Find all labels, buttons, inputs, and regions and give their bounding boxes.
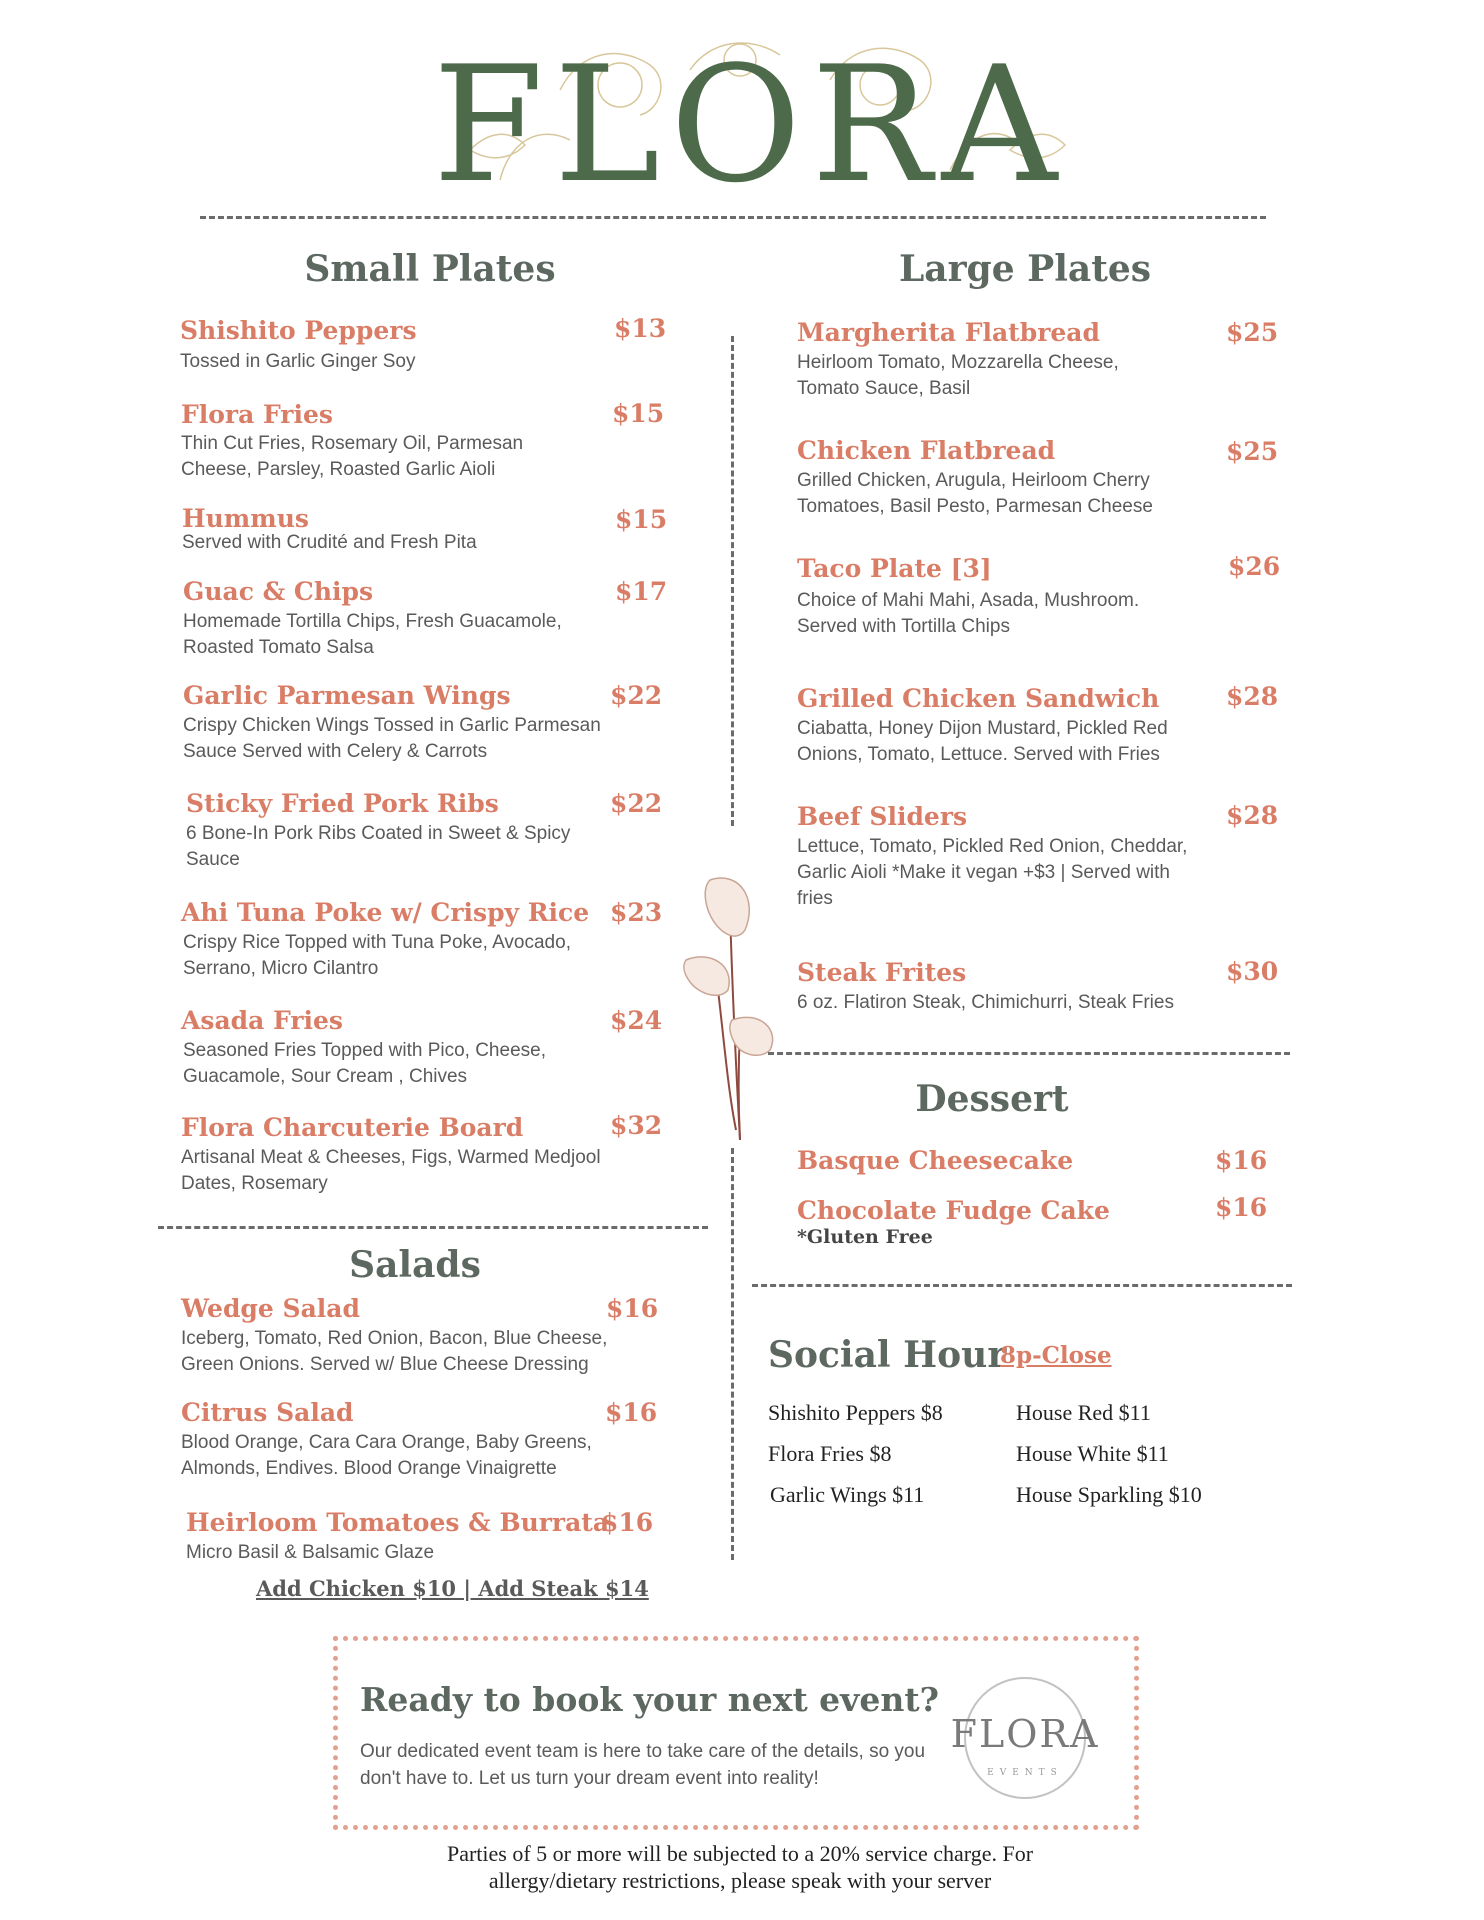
social-item: House White $11 — [1016, 1441, 1169, 1466]
menu-item-desc: Lettuce, Tomato, Pickled Red Onion, Cheddar, Garlic Aioli *Make it vegan +$3 | Served with fries — [797, 836, 1188, 909]
menu-item-desc: 6 oz. Flatiron Steak, Chimichurri, Steak Fries — [797, 992, 1174, 1013]
menu-item-price: $23 — [610, 898, 663, 927]
menu-item-name: Guac & Chips — [183, 577, 374, 606]
column-divider-bottom — [731, 1148, 734, 1560]
column-divider-top — [731, 336, 734, 826]
menu-item-desc: Thin Cut Fries, Rosemary Oil, Parmesan Cheese, Parsley, Roasted Garlic Aioli — [181, 433, 524, 480]
menu-item-price: $25 — [1226, 318, 1279, 347]
social-item: Garlic Wings $11 — [770, 1482, 925, 1507]
menu-item-price: $17 — [615, 577, 668, 606]
menu-item-price: $16 — [1215, 1193, 1268, 1222]
footer-line-1: Parties of 5 or more will be subjected to a 20% service charge. For — [446, 1841, 1034, 1866]
menu-item-name: Basque Cheesecake — [797, 1146, 1074, 1175]
menu-item-price: $26 — [1228, 552, 1281, 581]
menu-item-name: Steak Frites — [797, 958, 967, 987]
menu-item-name: Flora Fries — [181, 400, 333, 429]
social-item: House Sparkling $10 — [1016, 1482, 1202, 1507]
menu-item-name: Chocolate Fudge Cake — [797, 1196, 1110, 1225]
menu-item-name: Shishito Peppers — [180, 316, 417, 345]
menu-item-name: Garlic Parmesan Wings — [183, 681, 511, 710]
menu-item-name: Taco Plate [3] — [797, 554, 992, 583]
salads-divider — [158, 1226, 708, 1229]
menu-item-name: Flora Charcuterie Board — [181, 1113, 524, 1142]
menu-item-desc: Served with Crudité and Fresh Pita — [182, 532, 477, 553]
menu-item-desc: Crispy Rice Topped with Tuna Poke, Avocado, Serrano, Micro Cilantro — [183, 932, 571, 979]
menu-item-price: $25 — [1226, 437, 1279, 466]
social-hour-time: 8p-Close — [1000, 1342, 1112, 1369]
menu-item-desc: Ciabatta, Honey Dijon Mustard, Pickled Red Onions, Tomato, Lettuce. Served with Fries — [797, 718, 1168, 765]
menu-item-name: Sticky Fried Pork Ribs — [186, 789, 499, 818]
menu-item-desc: Tossed in Garlic Ginger Soy — [180, 351, 416, 372]
menu-item-desc: Grilled Chicken, Arugula, Heirloom Cherry Tomatoes, Basil Pesto, Parmesan Cheese — [797, 470, 1153, 517]
menu-item-price: $24 — [610, 1006, 663, 1035]
social-divider — [752, 1284, 1292, 1287]
menu-item-price: $28 — [1226, 682, 1279, 711]
menu-item-name: Citrus Salad — [181, 1398, 354, 1427]
event-text: Our dedicated event team is here to take care of the details, so you don't have to. Let us turn your dream event into reality! — [360, 1741, 926, 1789]
menu-item-price: $15 — [612, 399, 665, 428]
social-item: House Red $11 — [1016, 1400, 1151, 1425]
flora-logo: FLORA — [432, 31, 1068, 218]
small-plates-title: Small Plates — [304, 248, 556, 290]
menu-item-desc: Artisanal Meat & Cheeses, Figs, Warmed Medjool Dates, Rosemary — [181, 1147, 601, 1194]
event-logo-text: FLORA — [950, 1712, 1100, 1756]
social-hour-title: Social Hour — [768, 1334, 1007, 1376]
menu-item-desc: Heirloom Tomato, Mozzarella Cheese, Tomato Sauce, Basil — [797, 352, 1119, 399]
menu-item-price: $22 — [610, 681, 663, 710]
menu-item-desc: Micro Basil & Balsamic Glaze — [186, 1542, 435, 1563]
menu-item-price: $13 — [614, 314, 667, 343]
salads-title: Salads — [349, 1244, 481, 1286]
social-item: Flora Fries $8 — [768, 1441, 892, 1466]
menu-item-desc: 6 Bone-In Pork Ribs Coated in Sweet & Spicy Sauce — [186, 823, 571, 870]
menu-item-price: $32 — [610, 1111, 663, 1140]
menu-item-name: Hummus — [182, 504, 309, 533]
menu-item-name: Wedge Salad — [181, 1294, 360, 1323]
menu-item-name: Asada Fries — [181, 1006, 344, 1035]
menu-item-price: $16 — [601, 1508, 654, 1537]
menu-item-price: $30 — [1226, 957, 1279, 986]
menu-item-desc: Homemade Tortilla Chips, Fresh Guacamole, Roasted Tomato Salsa — [183, 611, 562, 658]
menu-item-name: Chicken Flatbread — [797, 436, 1056, 465]
menu-item-price: $15 — [615, 505, 668, 534]
gluten-free-note: *Gluten Free — [797, 1226, 933, 1248]
flora-events-logo — [935, 1668, 1115, 1808]
menu-item-desc: Crispy Chicken Wings Tossed in Garlic Parmesan Sauce Served with Celery & Carrots — [183, 715, 601, 762]
header-divider — [200, 216, 1266, 219]
service-charge-note — [330, 1840, 1150, 1894]
salad-addon: Add Chicken $10 | Add Steak $14 — [256, 1576, 649, 1601]
menu-item-price: $16 — [605, 1398, 658, 1427]
menu-item-name: Margherita Flatbread — [797, 318, 1100, 347]
menu-item-name: Heirloom Tomatoes & Burrata — [186, 1508, 610, 1537]
menu-item-price: $16 — [1215, 1146, 1268, 1175]
menu-item-name: Beef Sliders — [797, 802, 968, 831]
menu-item-name: Grilled Chicken Sandwich — [797, 684, 1160, 713]
footer-line-2: allergy/dietary restrictions, please speak with your server — [488, 1868, 992, 1893]
menu-item-price: $22 — [610, 789, 663, 818]
large-plates-title: Large Plates — [898, 248, 1152, 290]
menu-item-name: Ahi Tuna Poke w/ Crispy Rice — [181, 898, 590, 927]
menu-item-desc: Iceberg, Tomato, Red Onion, Bacon, Blue Cheese, Green Onions. Served w/ Blue Cheese Dressing — [181, 1328, 608, 1375]
event-title: Ready to book your next event? — [360, 1680, 939, 1719]
menu-item-price: $28 — [1226, 801, 1279, 830]
menu-item-desc: Seasoned Fries Topped with Pico, Cheese, Guacamole, Sour Cream , Chives — [183, 1040, 546, 1087]
dessert-title: Dessert — [915, 1078, 1069, 1120]
flower-illustration — [680, 870, 790, 1150]
social-item: Shishito Peppers $8 — [768, 1400, 943, 1425]
dessert-divider — [768, 1052, 1290, 1055]
menu-item-price: $16 — [606, 1294, 659, 1323]
event-logo-sub: EVENTS — [987, 1768, 1063, 1778]
menu-item-desc: Blood Orange, Cara Cara Orange, Baby Greens, Almonds, Endives. Blood Orange Vinaigrette — [181, 1432, 592, 1479]
menu-item-desc: Choice of Mahi Mahi, Asada, Mushroom. Served with Tortilla Chips — [797, 590, 1140, 637]
